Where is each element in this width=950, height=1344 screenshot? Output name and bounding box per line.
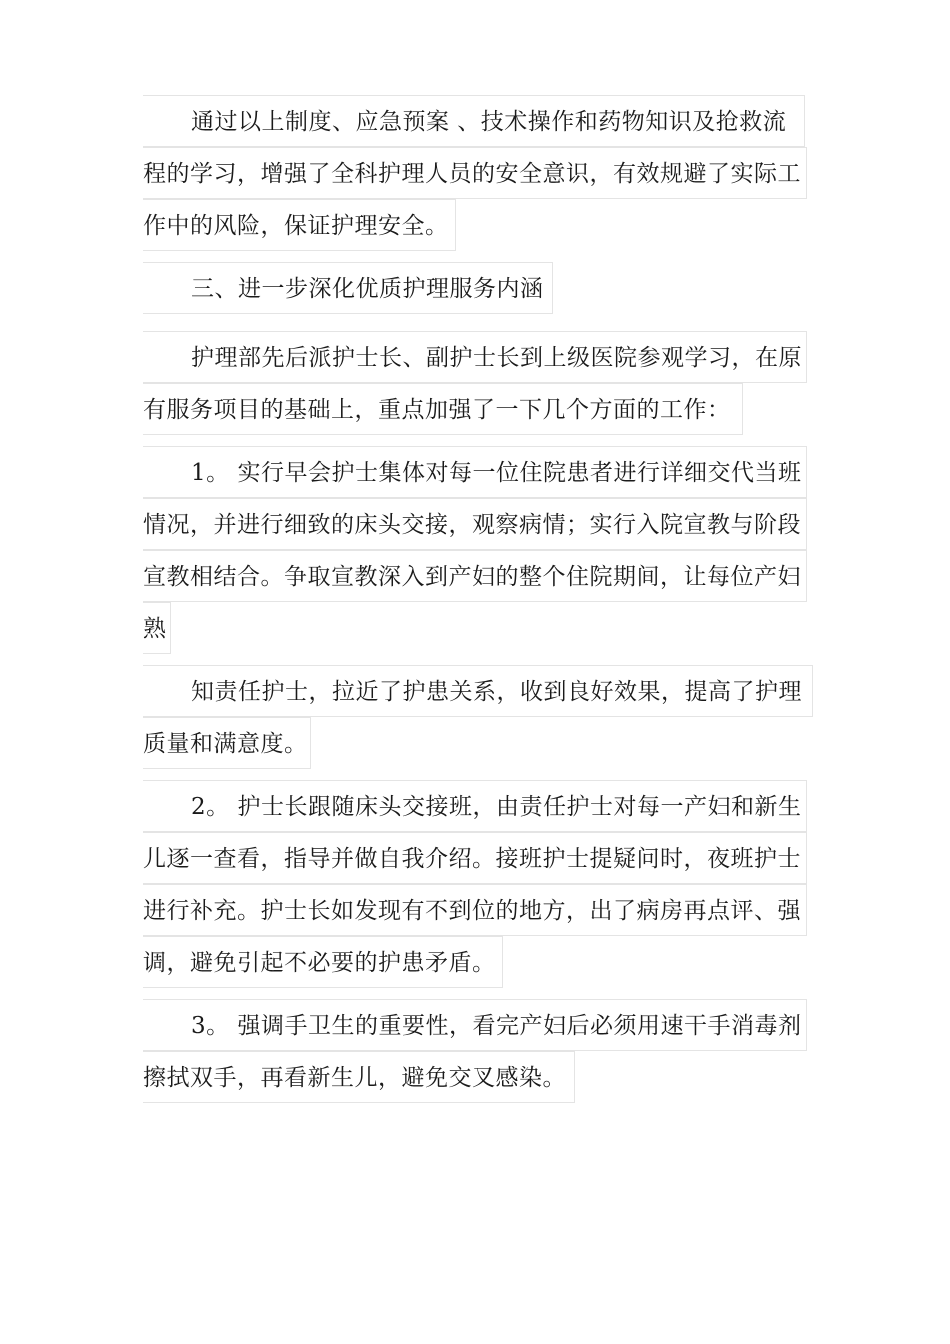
- item-2-line-4: 调，避免引起不必要的护患矛盾。: [143, 936, 503, 988]
- paragraph-1-line-2: 程的学习，增强了全科护理人员的安全意识，有效规避了实际工: [143, 147, 807, 199]
- item-1-line-1: 1。 实行早会护士集体对每一位住院患者进行详细交代当班: [143, 446, 807, 498]
- item-1-line-3: 宣教相结合。争取宣教深入到产妇的整个住院期间，让每位产妇: [143, 550, 807, 602]
- item-2-line-2: 儿逐一查看，指导并做自我介绍。接班护士提疑问时，夜班护士: [143, 832, 807, 884]
- item-1-line-4: 熟: [143, 602, 171, 654]
- item-3-line-1: 3。 强调手卫生的重要性，看完产妇后必须用速干手消毒剂: [143, 999, 807, 1051]
- paragraph-1-line-1: 通过以上制度、应急预案 、技术操作和药物知识及抢救流: [143, 95, 805, 147]
- item-3-line-2: 擦拭双手，再看新生儿，避免交叉感染。: [143, 1051, 575, 1103]
- paragraph-1-line-3: 作中的风险，保证护理安全。: [143, 199, 456, 251]
- item-2-line-3: 进行补充。护士长如发现有不到位的地方，出了病房再点评、强: [143, 884, 807, 936]
- section-heading: 三、进一步深化优质护理服务内涵: [143, 262, 553, 314]
- paragraph-2-line-2: 有服务项目的基础上，重点加强了一下几个方面的工作：: [143, 383, 743, 435]
- item-1-cont-line-1: 知责任护士，拉近了护患关系，收到良好效果，提高了护理: [143, 665, 813, 717]
- item-1-line-2: 情况，并进行细致的床头交接，观察病情；实行入院宣教与阶段: [143, 498, 807, 550]
- paragraph-2-line-1: 护理部先后派护士长、副护士长到上级医院参观学习，在原: [143, 331, 807, 383]
- item-2-line-1: 2。 护士长跟随床头交接班，由责任护士对每一产妇和新生: [143, 780, 807, 832]
- item-1-cont-line-2: 质量和满意度。: [143, 717, 311, 769]
